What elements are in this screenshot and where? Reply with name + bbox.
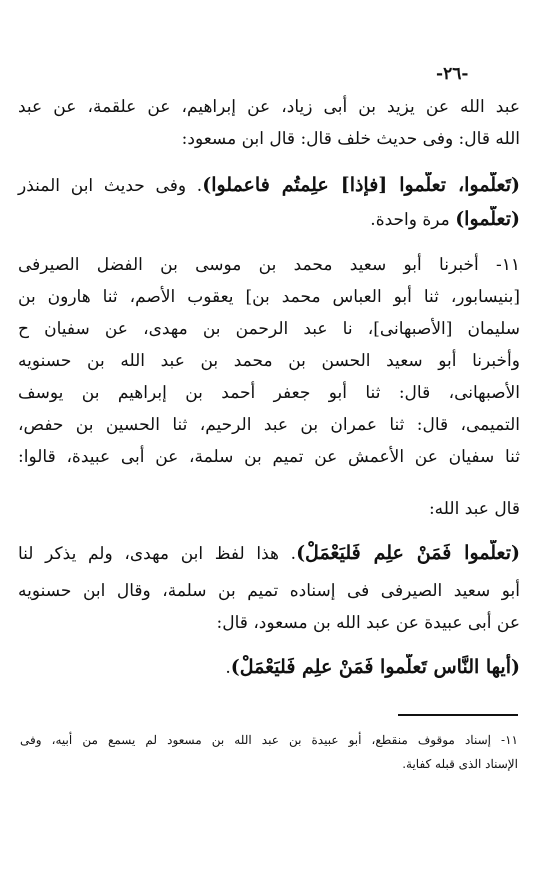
text-run: . وفى حديث ابن المنذر bbox=[18, 176, 203, 196]
text-run: . bbox=[225, 658, 231, 678]
text-line bbox=[0, 654, 538, 681]
hadith-quote: (أيها النَّاس تَعلَّموا فَمَنْ علِم فَليَعْمَلْ) bbox=[230, 656, 520, 678]
text-line: ١١- أخبرنا أبو سعيد محمد بن موسى بن الفضل الصيرفى bbox=[18, 255, 520, 275]
text-line: سليمان [الأصبهانى]، نا عبد الرحمن بن مهدى، عن سفيان ح bbox=[18, 319, 520, 339]
text-line bbox=[0, 540, 538, 567]
text-line: عن أبى عبيدة عن عبد الله بن مسعود، قال: bbox=[216, 613, 520, 633]
text-line: وأخبرنا أبو سعيد الحسن بن محمد بن عبد الله بن حسنويه bbox=[18, 351, 520, 371]
text-line: ثنا سفيان عن الأعمش عن تميم بن سلمة، عن أبى عبيدة، قالوا: bbox=[18, 447, 520, 467]
hadith-quote: (تعلَّموا) bbox=[455, 208, 520, 230]
text-line: الله قال: وفى حديث خلف قال: قال ابن مسعود: bbox=[181, 129, 520, 149]
text-line bbox=[0, 172, 538, 199]
text-line: التميمى، قال: ثنا عمران بن عبد الرحيم، ثنا الحسين بن حفص، bbox=[18, 415, 520, 435]
footnote-line: الإسناد الذى قبله كفاية. bbox=[402, 757, 518, 771]
hadith-quote: (تعلَّموا فَمَنْ علِم فَليَعْمَلْ) bbox=[296, 542, 520, 564]
text-line: [بنيسابور، ثنا أبو العباس محمد بن] يعقوب الأصم، ثنا هارون بن bbox=[18, 287, 520, 307]
text-line: الأصبهانى، قال: ثنا أبو جعفر أحمد بن إبراهيم بن يوسف bbox=[18, 383, 520, 403]
page-number: -٢٦- bbox=[436, 64, 469, 84]
text-line: أبو سعيد الصيرفى فى إسناده تميم بن سلمة، وقال ابن حسنويه bbox=[18, 581, 520, 601]
text-run: . هذا لفظ ابن مهدى، ولم يذكر لنا bbox=[18, 544, 297, 564]
text-line bbox=[0, 206, 538, 233]
hadith-quote: (تَعلَّموا، تعلَّموا [فإذا] علِمتُم فاعملوا) bbox=[202, 174, 520, 196]
text-line: عبد الله عن يزيد بن أبى زياد، عن إبراهيم، عن علقمة، عن عبد bbox=[18, 97, 520, 117]
text-run: مرة واحدة. bbox=[370, 210, 456, 230]
footnote-line: ١١- إسناد موقوف منقطع، أبو عبيدة بن عبد الله بن مسعود لم يسمع من أبيه، وفى bbox=[20, 733, 518, 747]
footnote-divider bbox=[398, 714, 518, 716]
text-line: قال عبد الله: bbox=[428, 499, 520, 519]
